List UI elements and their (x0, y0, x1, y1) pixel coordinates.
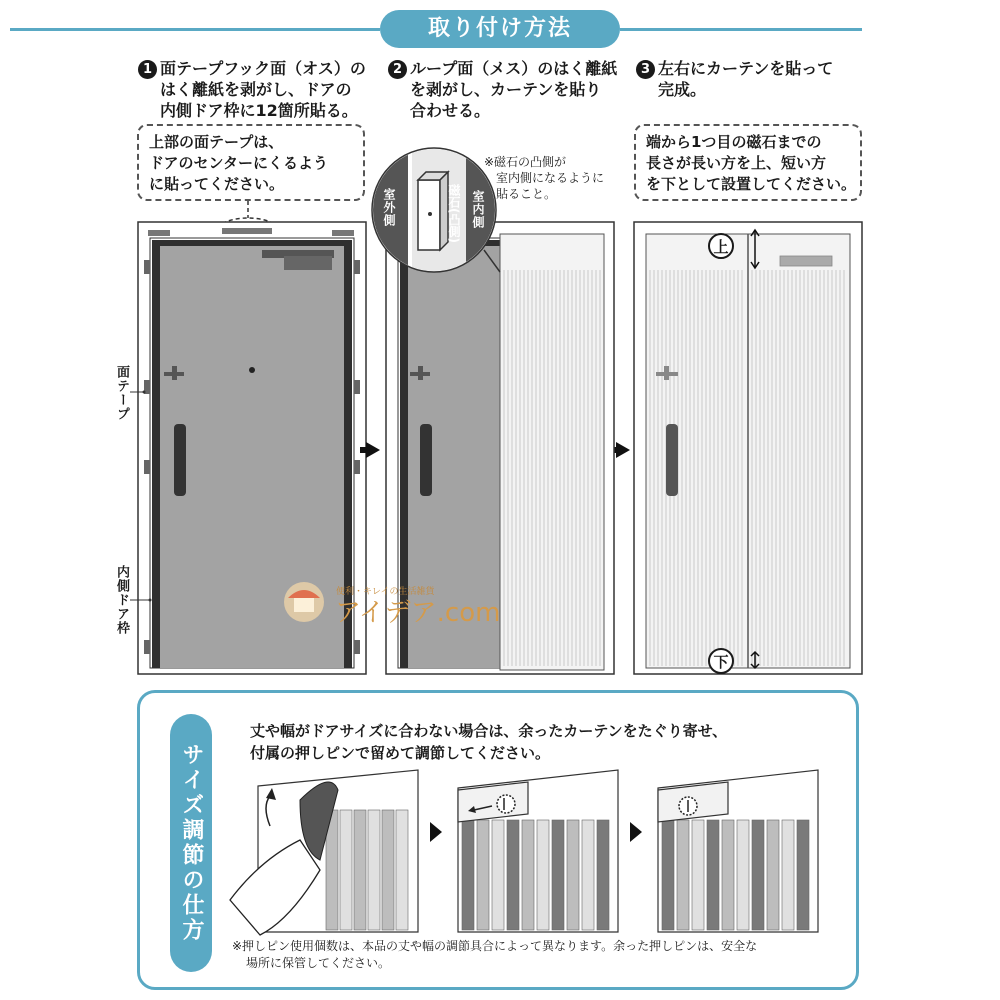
curtain-strip (462, 820, 474, 930)
tape-center-note-line-2: ドアのセンターにくるよう (149, 154, 328, 172)
curtain-strip (782, 820, 794, 930)
curtain-strip (552, 820, 564, 930)
page-title: 取り付け方法 (380, 10, 620, 48)
size-adjust-footnote-line-1: ※押しピン使用個数は、本品の丈や幅の調節具合によって異なります。余った押しピンは、安全な (232, 939, 758, 953)
tape-center-note-line-3: に貼ってください。 (149, 175, 285, 193)
size-adjust-footnote-line-2: 場所に保管してください。 (246, 956, 391, 970)
long-short-note-line-1: 端から1つ目の磁石までの (646, 133, 822, 151)
step-1-line-1: 面テープフック面（オス）の (160, 59, 366, 78)
curtain-strip (354, 810, 366, 930)
watermark-tagline: 便利・キレイの生活雑貨 (336, 587, 435, 597)
step-1-number: 1 (138, 60, 157, 79)
size-adjust-tab: サイズ調節の仕方 (170, 714, 212, 972)
step-3-line-1: 左右にカーテンを貼って (658, 59, 834, 78)
curtain-strip (797, 820, 809, 930)
curtain-strip (522, 820, 534, 930)
tape-center-note-line-1: 上部の面テープは、 (149, 133, 284, 151)
face-tape-label: 面テープ (114, 365, 129, 421)
step-2-line-1: ループ面（メス）のはく離紙 (410, 59, 618, 78)
long-short-note-line-3: を下として設置してください。 (646, 175, 857, 193)
curtain-strip (767, 820, 779, 930)
curtain-strip (677, 820, 689, 930)
curtain-strip (752, 820, 764, 930)
curtain-strip (662, 820, 674, 930)
curtain-strip (537, 820, 549, 930)
adjust-step-1 (230, 770, 418, 935)
size-adjust-text-line-1: 丈や幅がドアサイズに合わない場合は、余ったカーテンをたぐり寄せ、 (250, 722, 728, 740)
magnet-convex-label: 磁石(凸側) (447, 184, 461, 243)
curtain-strip (567, 820, 579, 930)
step-2-line-3: 合わせる。 (410, 101, 491, 120)
curtain-strip (692, 820, 704, 930)
adjust-step-3 (658, 770, 818, 932)
arrow-right-icon (630, 822, 642, 842)
long-short-note-line-2: 長さが長い方を上、短い方 (646, 154, 827, 172)
step-2-number: 2 (388, 60, 407, 79)
curtain-strip (396, 810, 408, 930)
magnet-side-note-line-1: ※磁石の凸側が (484, 155, 567, 169)
curtain-strip (707, 820, 719, 930)
curtain-strip (507, 820, 519, 930)
magnet-side-note-line-2: 室内側になるように (496, 171, 605, 185)
watermark-brand: アイデア.com (335, 598, 501, 628)
curtain-strip (597, 820, 609, 930)
adjust-step-2 (458, 770, 618, 932)
curtain-strip (477, 820, 489, 930)
inner-frame-label: 内側ドア枠 (114, 565, 129, 635)
size-adjust-footnote (232, 938, 757, 972)
top-mark: 上 (708, 233, 734, 259)
push-pin-icon (497, 795, 515, 813)
curtain-strip (582, 820, 594, 930)
step-2-line-2: を剥がし、カーテンを貼り (410, 80, 602, 99)
curtain-strip (368, 810, 380, 930)
curtain-strip (737, 820, 749, 930)
size-adjust-text-line-2: 付属の押しピンで留めて調節してください。 (250, 744, 551, 762)
bottom-mark: 下 (708, 648, 734, 674)
magnet-side-note-line-3: 貼ること。 (496, 187, 557, 201)
step-3-number: 3 (636, 60, 655, 79)
step-1-line-2: はく離紙を剥がし、ドアの (160, 80, 352, 99)
arrow-right-icon (430, 822, 442, 842)
curtain-strip (492, 820, 504, 930)
curtain-strip (340, 810, 352, 930)
outdoor-label: 室外側 (382, 188, 396, 227)
curtain-strip (722, 820, 734, 930)
curtain-strip (382, 810, 394, 930)
indoor-label: 室内側 (471, 190, 485, 229)
step-1-line-3: 内側ドア枠に12箇所貼る。 (160, 101, 358, 120)
step-3-line-2: 完成。 (658, 80, 707, 99)
